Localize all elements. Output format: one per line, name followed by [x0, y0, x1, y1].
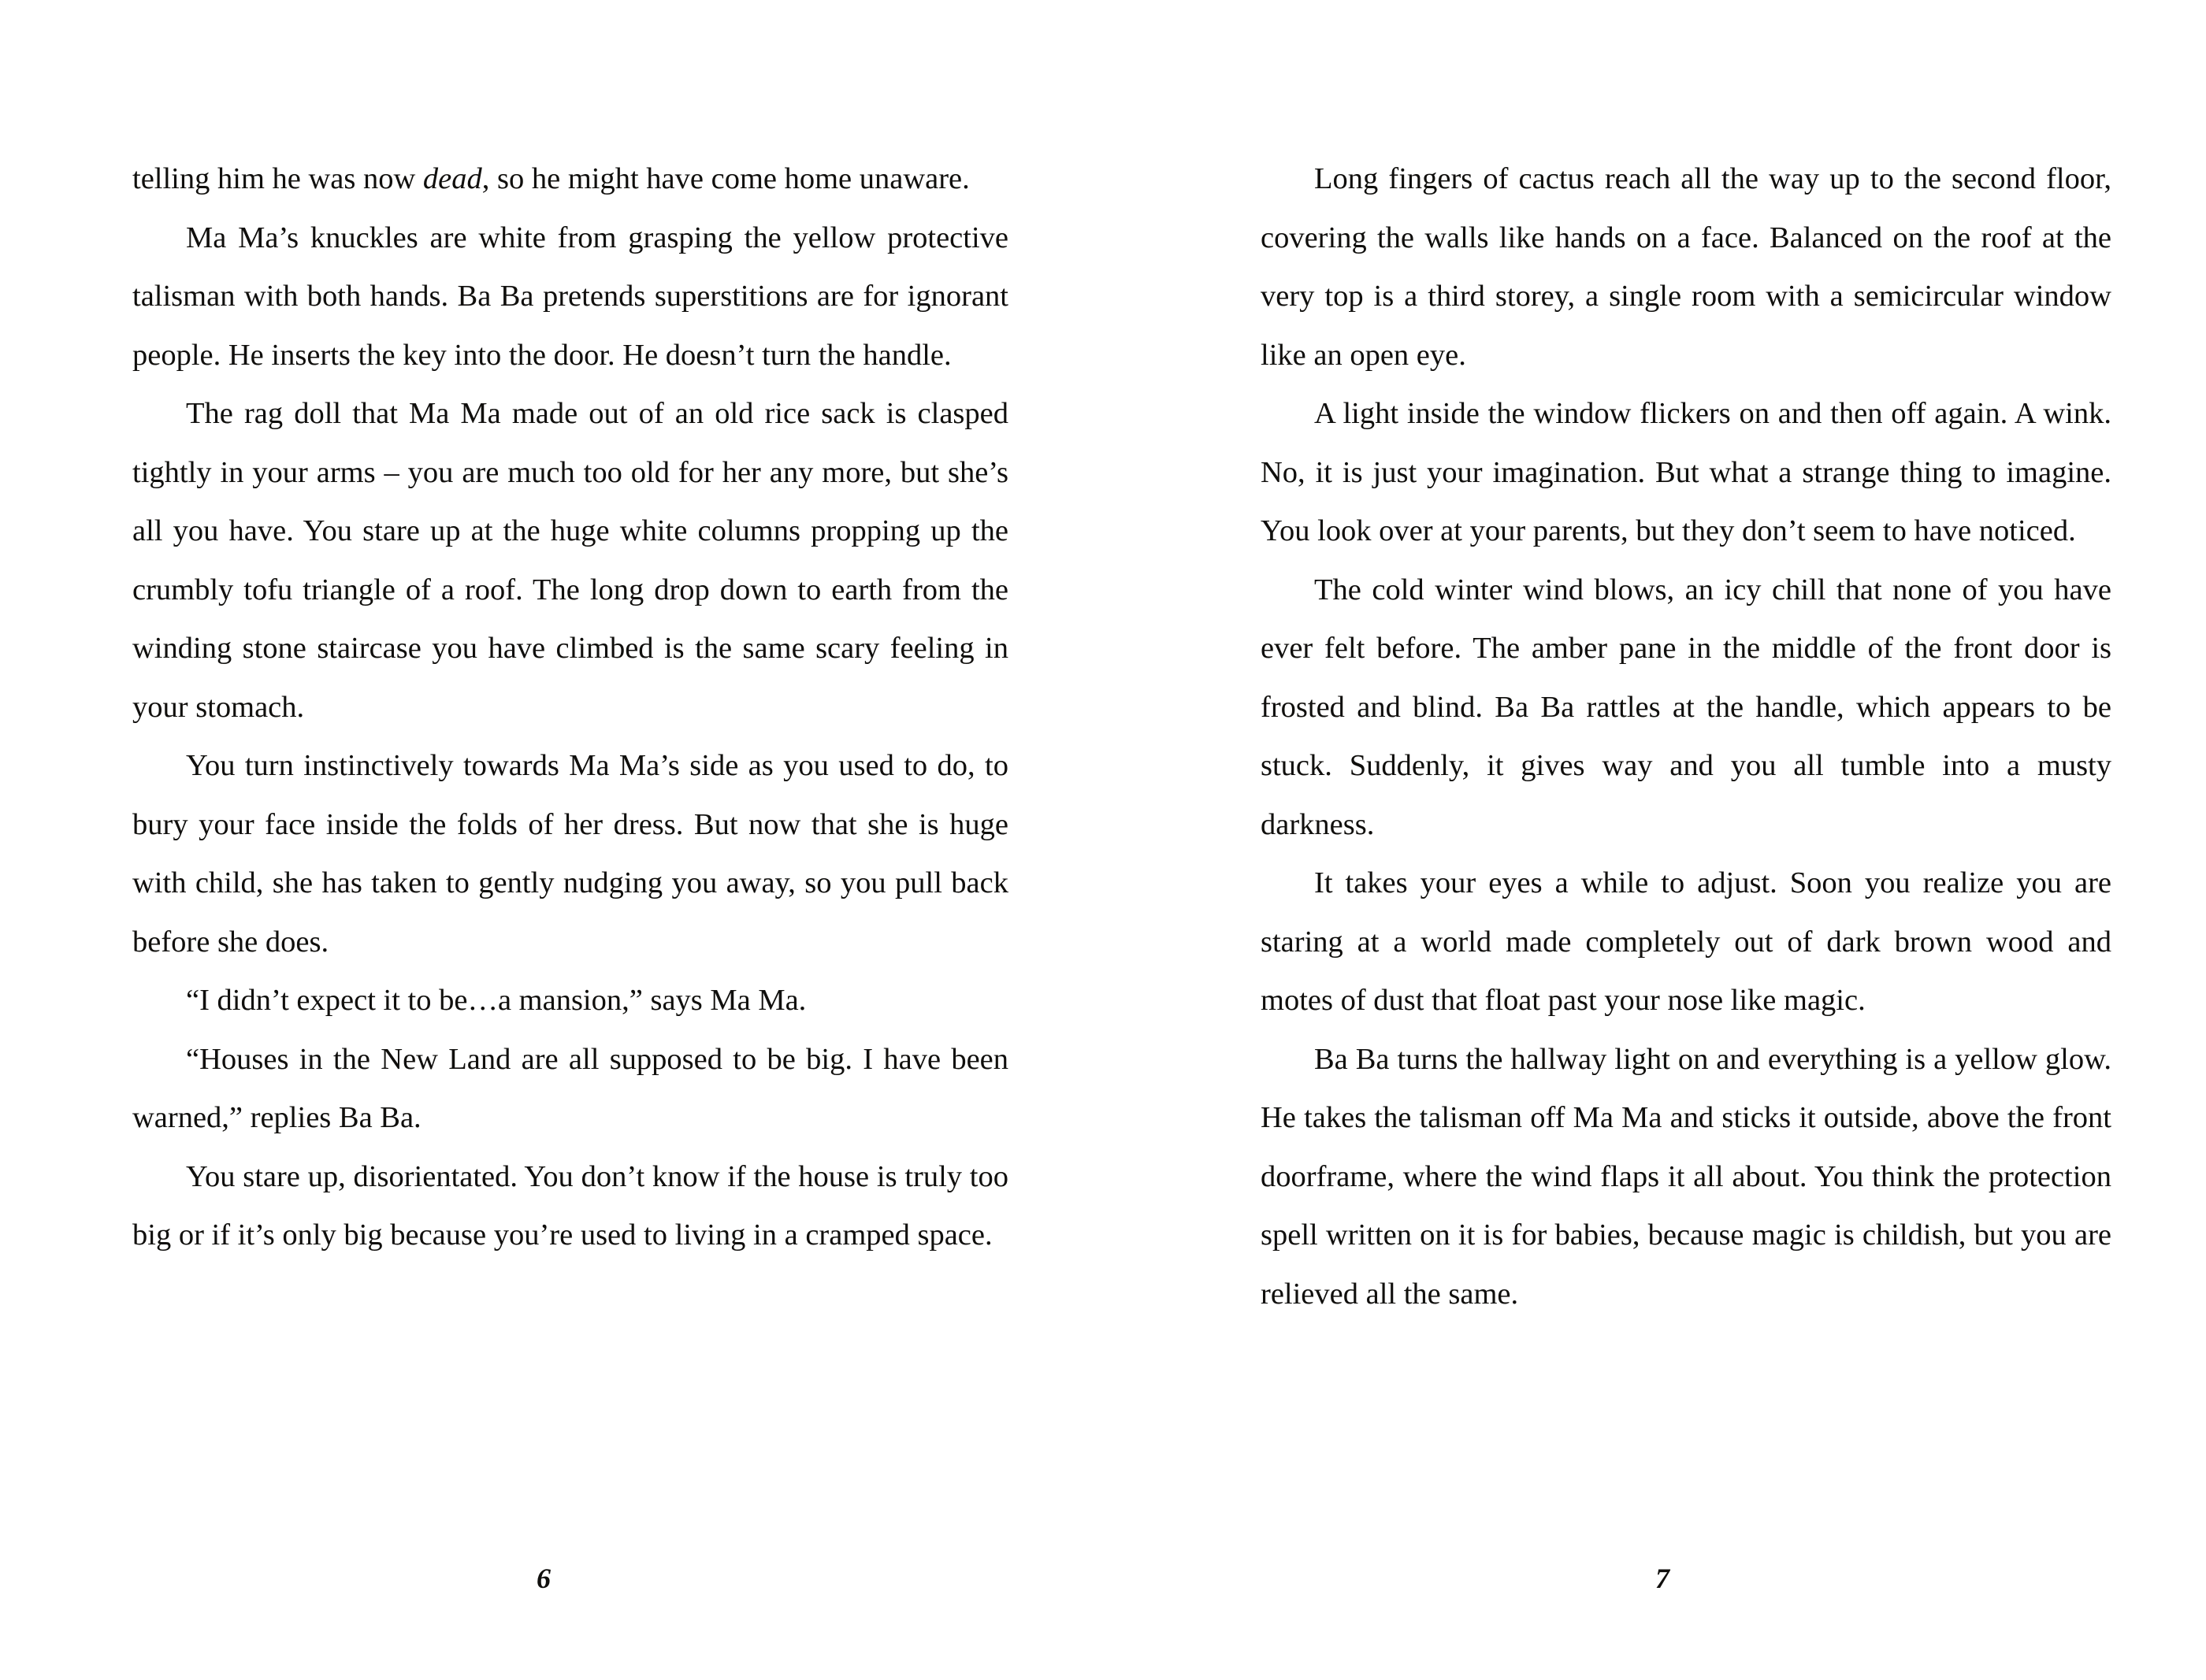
body-text: telling him he was now [132, 162, 423, 195]
paragraph [1261, 384, 2111, 561]
paragraph [1261, 561, 2111, 855]
body-text: Ma Ma’s knuckles are white from grasping the yellow protective talisman with both hands. Ba Ba pretends superstitions are for ignorant people. He inserts the key into the door. He doesn’t turn the handle. [132, 221, 1008, 372]
emphasis-text: dead [422, 162, 482, 195]
body-text: It takes your eyes a while to adjust. Soon you realize you are staring at a world made completely out of dark brown wood and motes of dust that float past your nose like magic. [1261, 866, 2111, 1017]
paragraph [1261, 854, 2111, 1030]
paragraph [132, 209, 1008, 385]
paragraph [132, 150, 1008, 209]
body-text: You stare up, disorientated. You don’t know if the house is truly too big or if it’s only big because you’re used to living in a cramped space. [132, 1159, 1008, 1252]
page-number-left: 6 [537, 1563, 551, 1594]
page-right [1103, 0, 2206, 1680]
body-text: Ba Ba turns the hallway light on and everything is a yellow glow. He takes the talisman off Ma Ma and sticks it outside, above the front doorframe, where the wind flaps it all about. You think the protection spell written on it is for babies, because magic is childish, but you are relieved all the same. [1261, 1042, 2111, 1311]
paragraph [132, 1030, 1008, 1148]
paragraph [132, 971, 1008, 1030]
body-text: A light inside the window flickers on and then off again. A wink. No, it is just your imagination. But what a strange thing to imagine. You look over at your parents, but they don’t seem to have noticed. [1261, 397, 2111, 547]
body-text: “I didn’t expect it to be…a mansion,” says Ma Ma. [186, 984, 807, 1017]
paragraph [132, 384, 1008, 736]
body-text: , so he might have come home unaware. [481, 162, 970, 195]
body-text: Long fingers of cactus reach all the way up to the second floor, covering the walls like hands on a face. Balanced on the roof at the very top is a third storey, a single room with a semicircular window like an open eye. [1261, 162, 2111, 372]
paragraph [1261, 150, 2111, 384]
page-number-right: 7 [1655, 1563, 1669, 1594]
page-left-text-column [132, 0, 1008, 1265]
body-text: The rag doll that Ma Ma made out of an old rice sack is clasped tightly in your arms – you are much too old for her any more, but she’s all you have. You stare up at the huge white columns propping up the crumbly tofu triangle of a roof. The long drop down to earth from the winding stone staircase you have climbed is the same scary feeling in your stomach. [132, 397, 1008, 724]
body-text: “Houses in the New Land are all supposed to be big. I have been warned,” replies Ba Ba. [132, 1042, 1008, 1134]
paragraph [1261, 1030, 2111, 1324]
page-right-text-column [1261, 0, 2111, 1323]
paragraph [132, 1148, 1008, 1265]
body-text: The cold winter wind blows, an icy chill that none of you have ever felt before. The amber pane in the middle of the front door is frosted and blind. Ba Ba rattles at the handle, which appears to be stuck. Suddenly, it gives way and you all tumble into a musty darkness. [1261, 573, 2111, 841]
body-text: You turn instinctively towards Ma Ma’s side as you used to do, to bury your face inside the folds of her dress. But now that she is huge with child, she has taken to gently nudging you away, so you pull back before she does. [132, 749, 1008, 959]
paragraph [132, 736, 1008, 971]
